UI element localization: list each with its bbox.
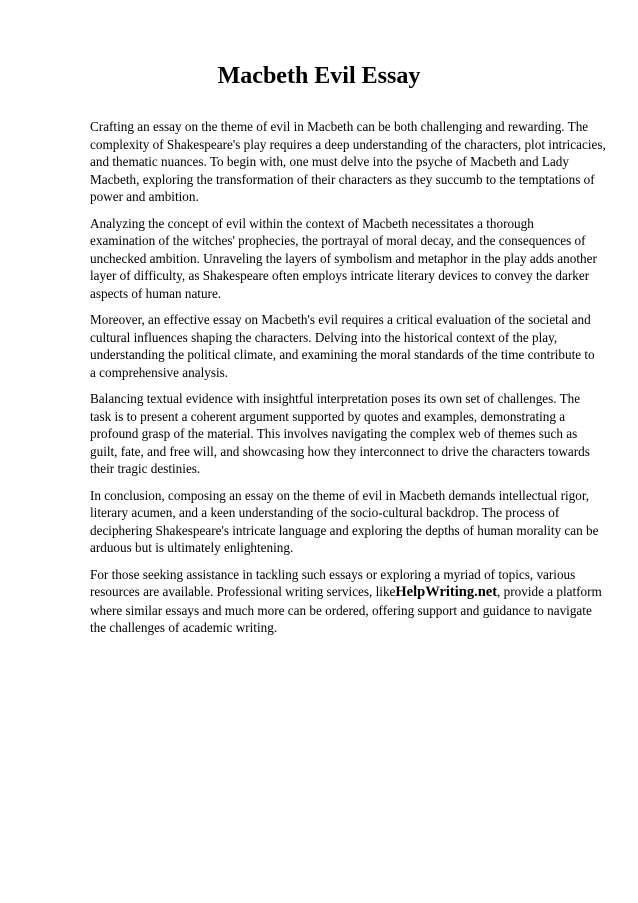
line-text-before-link: resources are available. Professional writing services, like	[90, 584, 396, 599]
paragraph-line: their tragic destinies.	[90, 461, 201, 476]
paragraph-line: the challenges of academic writing.	[90, 620, 278, 635]
paragraph-line-with-link	[90, 583, 610, 602]
paragraph-6	[90, 566, 610, 637]
paragraph-line: profound grasp of the material. This involves navigating the complex web of themes such as	[90, 426, 578, 441]
paragraph-line: and thematic nuances. To begin with, one must delve into the psyche of Macbeth and Lady	[90, 154, 569, 169]
paragraph-1	[90, 118, 610, 206]
paragraph-line: For those seeking assistance in tackling such essays or exploring a myriad of topics, various	[90, 566, 576, 582]
paragraph-line: complexity of Shakespeare's play requires a deep understanding of the characters, plot intricacies,	[90, 136, 606, 152]
paragraph-line: power and ambition.	[90, 189, 199, 204]
paragraph-line: Balancing textual evidence with insightful interpretation poses its own set of challenges. The	[90, 391, 581, 406]
paragraph-line: aspects of human nature.	[90, 285, 222, 301]
paragraph-line: Crafting an essay on the theme of evil in Macbeth can be both challenging and rewarding. The	[90, 119, 589, 134]
paragraph-line: Moreover, an effective essay on Macbeth's evil requires a critical evaluation of the societal and	[90, 312, 591, 327]
paragraph-2	[90, 215, 610, 303]
paragraph-line: understanding the political climate, and examining the moral standards of the time contribute to	[90, 347, 595, 362]
paragraph-5	[90, 487, 610, 557]
document-body	[90, 118, 610, 646]
paragraph-line: examination of the witches' prophecies, the portrayal of moral decay, and the consequences of	[90, 233, 586, 248]
paragraph-4	[90, 390, 610, 478]
paragraph-line: deciphering Shakespeare's intricate language and exploring the depths of human morality can be	[90, 522, 599, 538]
paragraph-line: guilt, fate, and free will, and showcasing how they interconnect to drive the characters towards	[90, 443, 590, 459]
paragraph-line: task is to present a coherent argument supported by quotes and examples, demonstrating a	[90, 408, 566, 424]
paragraph-line: literary acumen, and a keen understanding of the socio-cultural backdrop. The process of	[90, 505, 560, 520]
document-title: Macbeth Evil Essay	[217, 63, 421, 89]
paragraph-line: Macbeth, exploring the transformation of their characters as they succumb to the temptations of	[90, 171, 595, 187]
paragraph-line: Analyzing the concept of evil within the context of Macbeth necessitates a thorough	[90, 215, 534, 231]
paragraph-line: arduous but is ultimately enlightening.	[90, 540, 294, 555]
paragraph-line: In conclusion, composing an essay on the theme of evil in Macbeth demands intellectual rigor,	[90, 487, 589, 503]
paragraph-line: cultural influences shaping the characters. Delving into the historical context of the play,	[90, 329, 558, 345]
paragraph-line: layer of difficulty, as Shakespeare often employs intricate literary devices to convey the darker	[90, 268, 590, 283]
paragraph-3	[90, 311, 610, 381]
helpwriting-link[interactable]: HelpWriting.net	[395, 584, 498, 600]
line-text-after-link: , provide a platform	[497, 584, 602, 599]
paragraph-line: unchecked ambition. Unraveling the layers of symbolism and metaphor in the play adds another	[90, 250, 597, 266]
paragraph-line: a comprehensive analysis.	[90, 364, 229, 380]
paragraph-line: where similar essays and much more can be ordered, offering support and guidance to navigate	[90, 602, 592, 618]
